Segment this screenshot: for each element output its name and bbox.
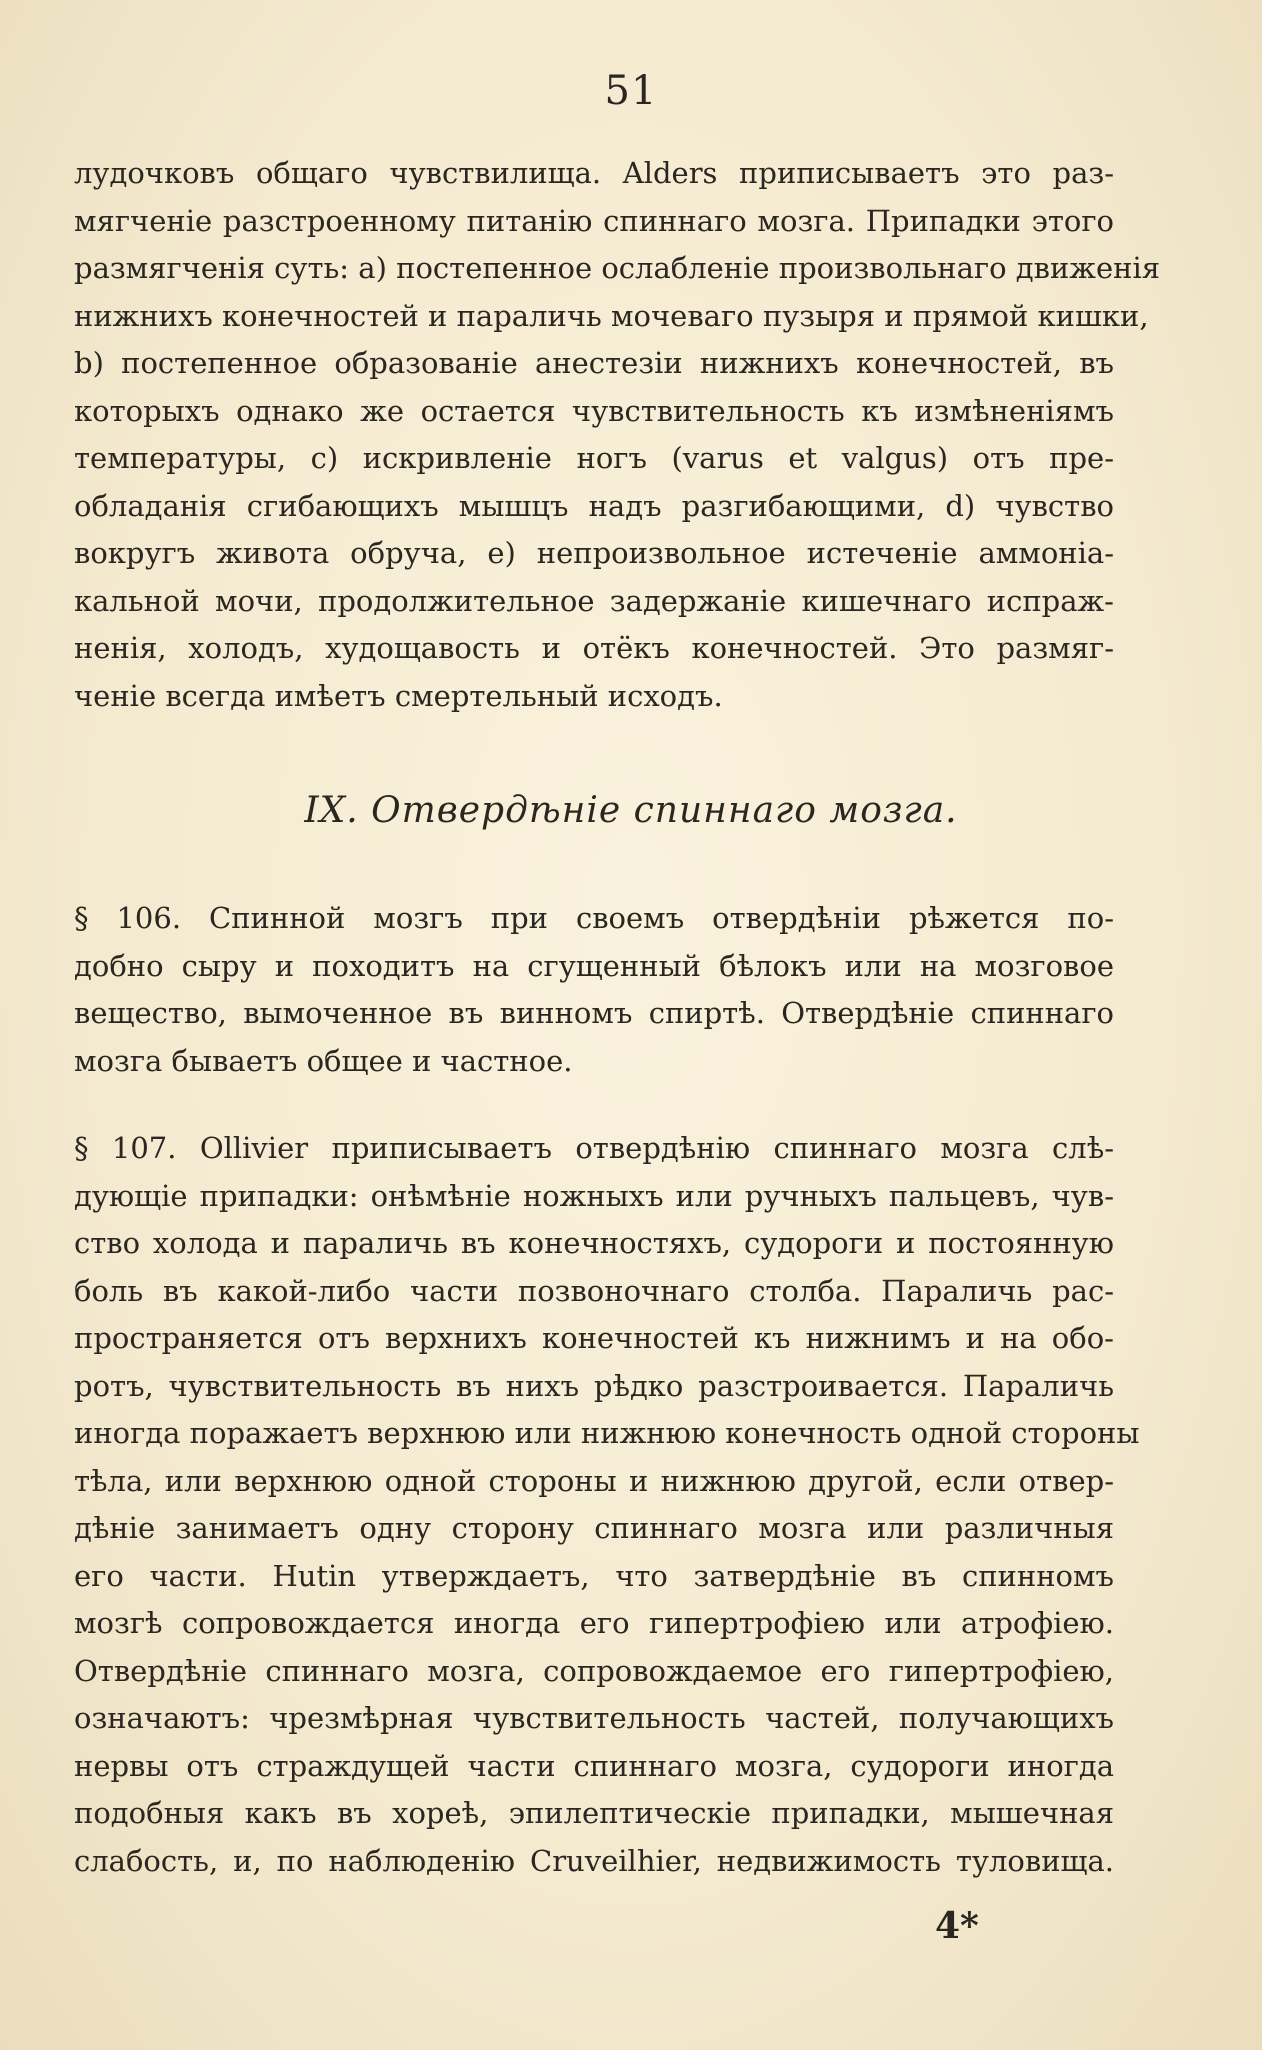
text-line: мягченіе разстроенному питанію спиннаго мозга. Припадки этого (74, 203, 1114, 238)
text-line: иногда поражаетъ верхнюю или нижнюю конечность одной стороны (74, 1416, 1140, 1450)
text-line: b) постепенное образованіе анестезіи нижнихъ конечностей, въ (74, 346, 1114, 380)
text-line: ненія, холодъ, худощавость и отёкъ конечностей. Это размяг- (74, 631, 1114, 665)
text-line: вещество, вымоченное въ винномъ спиртѣ. Отвердѣніе спиннаго (74, 996, 1114, 1030)
text-line: означаютъ: чрезмѣрная чувствительность частей, получающихъ (74, 1701, 1114, 1735)
text-line: ченіе всегда имѣетъ смертельный исходъ. (74, 678, 723, 713)
text-line: боль въ какой-либо части позвоночнаго столба. Параличь рас- (74, 1273, 1114, 1308)
text-line: обладанія сгибающихъ мышцъ надъ разгибающими, d) чувство (74, 488, 1114, 523)
text-line: нервы отъ страждущей части спиннаго мозга, судороги иногда (74, 1748, 1114, 1783)
text-line: тѣла, или верхнюю одной стороны и нижнюю другой, если отвер- (74, 1463, 1114, 1498)
text-line: дующіе припадки: онѣмѣніе ножныхъ или ручныхъ пальцевъ, чув- (74, 1178, 1114, 1213)
text-line: § 107. Ollivier приписываетъ отвердѣнію спиннаго мозга слѣ- (74, 1131, 1114, 1165)
paragraph-section-106 (74, 895, 1114, 1085)
section-heading: IX. Отвердѣніе спиннаго мозга. (304, 790, 958, 831)
text-line: его части. Hutin утверждаетъ, что затвердѣніе въ спинномъ (74, 1558, 1114, 1593)
paragraph-softening-symptoms (74, 150, 1161, 720)
text-line: пространяется отъ верхнихъ конечностей къ нижнимъ и на обо- (74, 1321, 1114, 1355)
text-line: добно сыру и походитъ на сгущенный бѣлокъ или на мозговое (74, 948, 1114, 983)
text-line: мозга бываетъ общее и частное. (74, 1043, 573, 1078)
text-line: температуры, с) искривленіе ногъ (varus et valgus) отъ пре- (74, 441, 1114, 475)
text-line: кальной мочи, продолжительное задержаніе кишечнаго испраж- (74, 583, 1114, 618)
text-line: мозгѣ сопровождается иногда его гипертрофіею или атрофіею. (74, 1606, 1114, 1640)
text-line: ротъ, чувствительность въ нихъ рѣдко разстроивается. Параличь (74, 1368, 1114, 1403)
text-line: которыхъ однако же остается чувствительность къ измѣненіямъ (74, 393, 1114, 428)
signature-mark: 4* (935, 1905, 979, 1947)
text-line: ство холода и параличь въ конечностяхъ, судороги и постоянную (74, 1226, 1114, 1260)
text-line: дѣніе занимаетъ одну сторону спиннаго мозга или различныя (74, 1511, 1114, 1545)
text-line: слабость, и, по наблюденію Cruveilhier, недвижимость туловища. (74, 1843, 1114, 1878)
text-line: нижнихъ конечностей и параличь мочеваго пузыря и прямой кишки, (74, 298, 1149, 333)
text-line: § 106. Спинной мозгъ при своемъ отвердѣніи рѣжется по- (74, 901, 1114, 935)
text-line: лудочковъ общаго чувствилища. Alders приписываетъ это раз- (74, 156, 1114, 190)
text-line: Отвердѣніе спиннаго мозга, сопровождаемое его гипертрофіею, (74, 1653, 1114, 1688)
text-line: размягченія суть: а) постепенное ослабленіе произвольнаго движенія (74, 251, 1161, 285)
page-number: 51 (604, 68, 658, 114)
text-line: подобныя какъ въ хореѣ, эпилептическіе припадки, мышечная (74, 1796, 1114, 1830)
paragraph-section-107 (74, 1125, 1140, 1885)
text-line: вокругъ живота обруча, е) непроизвольное истеченіе аммоніа- (74, 536, 1114, 570)
